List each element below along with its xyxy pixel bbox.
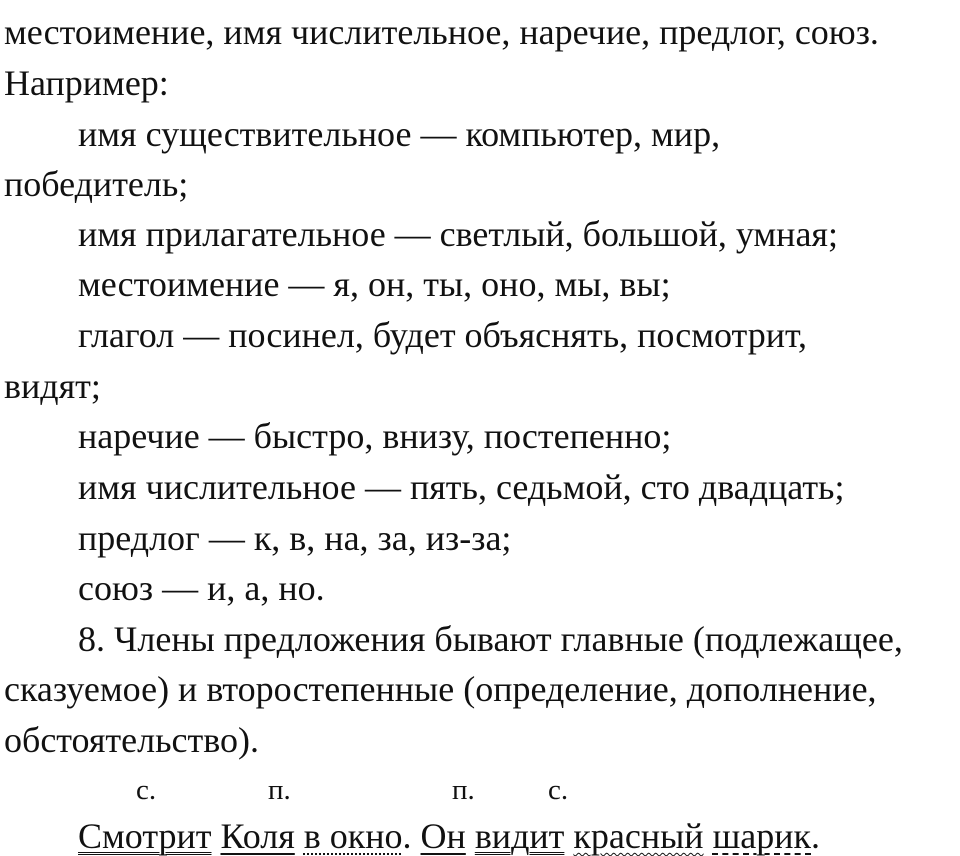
text-line: видят; (4, 366, 101, 406)
word-subject: Коля (220, 816, 295, 856)
word-object: шарик (712, 816, 812, 856)
text-line: глагол — посинел, будет объяснять, посмотрит, (78, 315, 808, 355)
word-subject: Он (420, 816, 466, 856)
word-attribute: красный (573, 816, 704, 856)
word-predicate: видит (474, 816, 565, 856)
word-predicate: Смотрит (78, 816, 212, 856)
text-line: 8. Члены предложения бывают главные (подлежащее, (78, 619, 903, 659)
text-line: местоимение — я, он, ты, оно, мы, вы; (78, 264, 671, 304)
text-line: союз — и, а, но. (78, 568, 325, 608)
text-line: победитель; (4, 164, 189, 204)
text-line: имя существительное — компьютер, мир, (78, 114, 721, 154)
mark-subject: с. (548, 774, 569, 806)
punctuation: . (402, 816, 412, 856)
parsed-sentence (78, 816, 820, 856)
text-line: Например: (4, 63, 169, 103)
text-line: имя прилагательное — светлый, большой, умная; (78, 214, 838, 254)
punctuation: . (811, 816, 821, 856)
text-line: сказуемое) и второстепенные (определение, дополнение, (4, 669, 877, 709)
mark-predicate: п. (268, 774, 291, 806)
text-line: предлог — к, в, на, за, из-за; (78, 518, 512, 558)
mark-subject: с. (136, 774, 157, 806)
word-object: в окно (303, 816, 403, 856)
text-line: наречие — быстро, внизу, постепенно; (78, 416, 672, 456)
text-line: обстоятельство). (4, 720, 259, 760)
text-line: местоимение, имя числительное, наречие, предлог, союз. (4, 12, 879, 52)
text-line: имя числительное — пять, седьмой, сто двадцать; (78, 467, 845, 507)
mark-predicate: п. (452, 774, 475, 806)
